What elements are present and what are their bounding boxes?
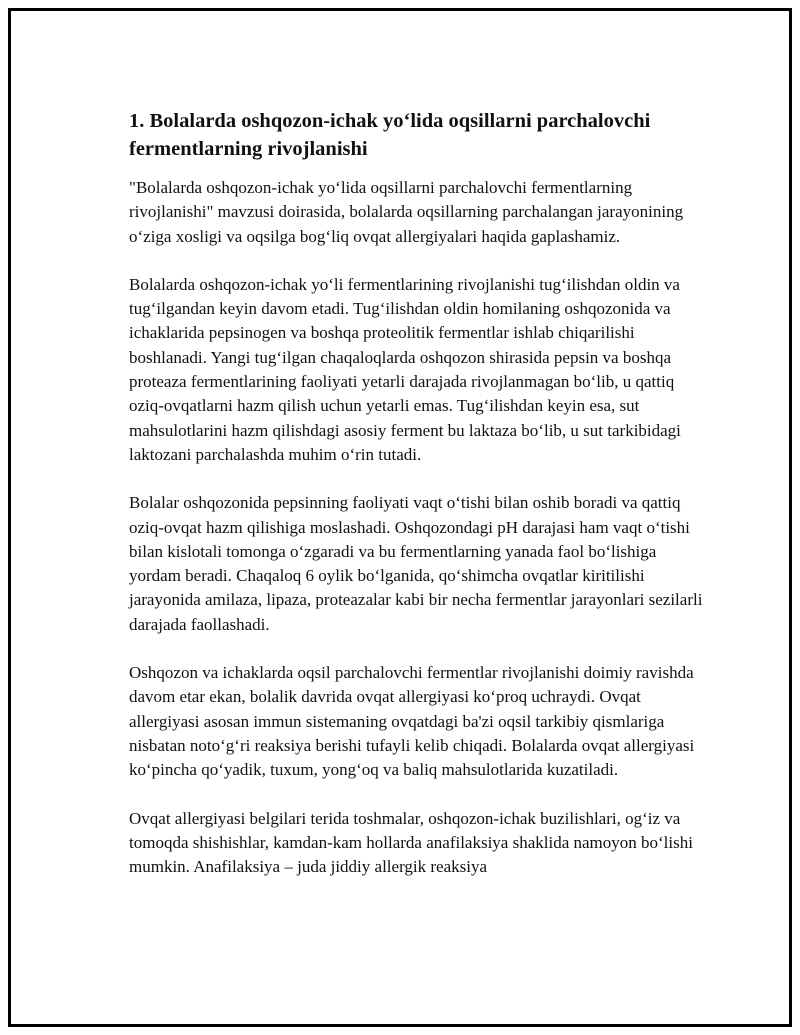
paragraph-pepsin-activity: Bolalar oshqozonida pepsinning faoliyati vaqt o‘tishi bilan oshib boradi va qattiq oziq-ovqat hazm qilishiga moslashadi. Oshqozondagi pH darajasi ham vaqt o‘tishi bilan kislotali tomonga o‘zgaradi va bu fermentlarning yanada faol bo‘lishiga yordam beradi. Chaqaloq 6 oylik bo‘lganida, qo‘shimcha ovqatlar kiritilishi jarayonida amilaza, lipaza, proteazalar kabi bir necha fermentlar jarayonlari sezilarli darajada faollashadi. — [129, 493, 703, 634]
paragraph-enzyme-development: Bolalarda oshqozon-ichak yo‘li fermentlarining rivojlanishi tug‘ilishdan oldin va tug‘ilgandan keyin davom etadi. Tug‘ilishdan oldin homilaning oshqozonida va ichaklarida pepsinogen va boshqa proteolitik fermentlar ishlab chiqarilishi boshlanadi. Yangi tug‘ilgan chaqaloqlarda oshqozon shirasida pepsin va boshqa proteaza fermentlarining faoliyati yetarli darajada rivojlanmagan bo‘lib, u qattiq oziq-ovqatlarni hazm qilish uchun yetarli emas. Tug‘ilishdan keyin esa, sut mahsulotlarini hazm qilishdagi asosiy ferment bu laktaza bo‘lib, u sut tarkibidagi laktozani parchalashda muhim o‘rin tutadi. — [129, 274, 681, 464]
document-body — [129, 107, 709, 903]
paragraph-food-allergy: Oshqozon va ichaklarda oqsil parchalovchi fermentlar rivojlanishi doimiy ravishda davom etar ekan, bolalik davrida ovqat allergiyasi ko‘proq uchraydi. Ovqat allergiyasi asosan immun sistemaning ovqatdagi ba'zi oqsil tarkibiy qismlariga nisbatan noto‘g‘ri reaksiya berishi tufayli kelib chiqadi. Bolalarda ovqat allergiyasi ko‘pincha qo‘yadik, tuxum, yong‘oq va baliq mahsulotlarida kuzatiladi. — [129, 663, 695, 780]
page-frame — [8, 8, 792, 1027]
section-heading: 1. Bolalarda oshqozon-ichak yo‘lida oqsillarni parchalovchi fermentlarning rivojlanishi — [129, 110, 651, 160]
paragraph-intro: "Bolalarda oshqozon-ichak yo‘lida oqsillarni parchalovchi fermentlarning rivojlanishi" mavzusi doirasida, bolalarda oqsillarning parchalangan jarayonining o‘ziga xosligi va oqsilga bog‘liq ovqat allergiyalari haqida gaplashamiz. — [129, 178, 684, 246]
paragraph-allergy-symptoms: Ovqat allergiyasi belgilari terida toshmalar, oshqozon-ichak buzilishlari, og‘iz va tomoqda shishishlar, kamdan-kam hollarda anafilaksiya shaklida namoyon bo‘lishi mumkin. Anafilaksiya – juda jiddiy allergik reaksiya — [129, 808, 693, 877]
